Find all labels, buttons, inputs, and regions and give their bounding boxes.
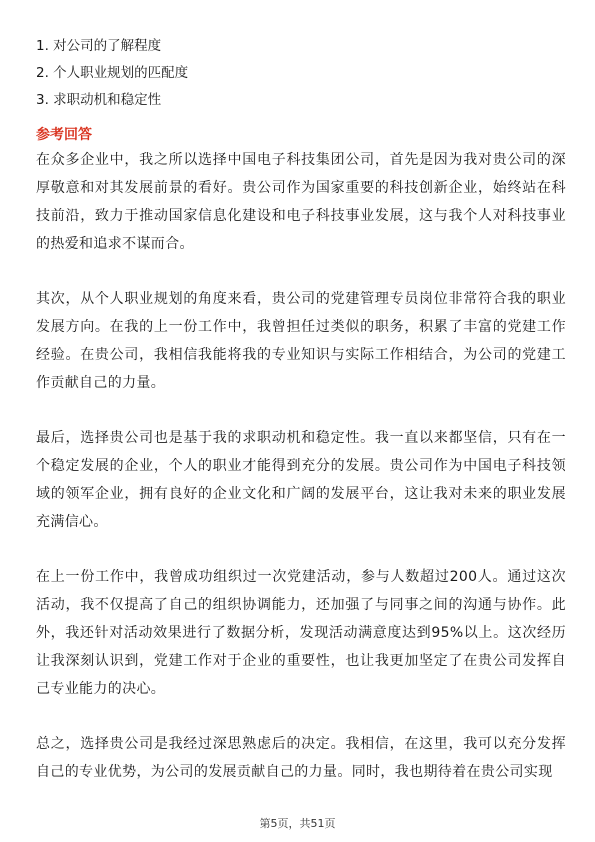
paragraph-4: 在上一份工作中，我曾成功组织过一次党建活动，参与人数超过200人。通过这次活动，我不仅提高了自己的组织协调能力，还加强了与同事之间的沟通与协作。此外，我还针对活动效果进行了数据分析，发现活动满意度达到95%以上。这次经历让我深刻认识到，党建工作对于企业的重要性，也让我更加坚定了在贵公司发挥自己专业能力的决心。 (36, 569, 566, 697)
paragraph-gap (36, 397, 566, 424)
list-item: 2. 个人职业规划的匹配度 (36, 65, 189, 81)
paragraph-gap (36, 258, 566, 285)
page-number-footer: 第5页，共51页 (259, 817, 336, 830)
paragraph-5: 总之，选择贵公司是我经过深思熟虑后的决定。我相信，在这里，我可以充分发挥自己的专业优势，为公司的发展贡献自己的力量。同时，我也期待着在贵公司实现 (36, 736, 566, 780)
criteria-list (36, 33, 566, 114)
paragraph-3: 最后，选择贵公司也是基于我的求职动机和稳定性。我一直以来都坚信，只有在一个稳定发展的企业，个人的职业才能得到充分的发展。贵公司作为中国电子科技领域的领军企业，拥有良好的企业文化和广阔的发展平台，这让我对未来的职业发展充满信心。 (36, 430, 566, 530)
paragraph-1: 在众多企业中，我之所以选择中国电子科技集团公司，首先是因为我对贵公司的深厚敬意和对其发展前景的看好。贵公司作为国家重要的科技创新企业，始终站在科技前沿，致力于推动国家信息化建设和电子科技事业发展，这与我个人对科技事业的热爱和追求不谋而合。 (36, 152, 566, 252)
list-item: 3. 求职动机和稳定性 (36, 92, 162, 108)
reference-answer-heading: 参考回答 (36, 127, 92, 143)
paragraph-2: 其次，从个人职业规划的角度来看，贵公司的党建管理专员岗位非常符合我的职业发展方向。在我的上一份工作中，我曾担任过类似的职务，积累了丰富的党建工作经验。在贵公司，我相信我能将我的专业知识与实际工作相结合，为公司的党建工作贡献自己的力量。 (36, 291, 566, 391)
paragraph-gap (36, 536, 566, 563)
list-item: 1. 对公司的了解程度 (36, 38, 162, 54)
answer-body (36, 146, 566, 786)
paragraph-gap (36, 703, 566, 730)
